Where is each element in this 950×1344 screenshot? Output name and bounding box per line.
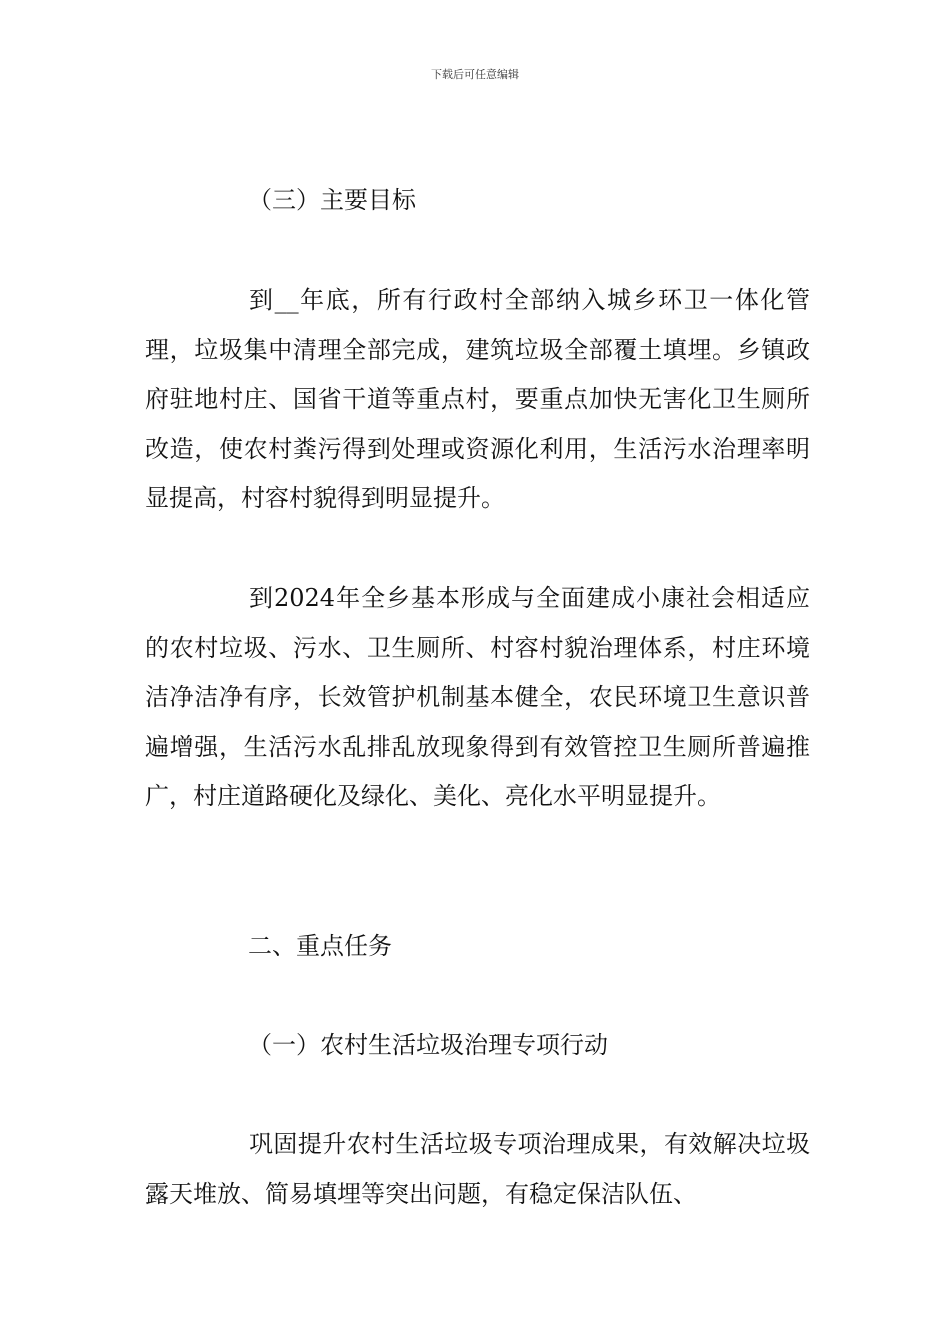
header-note: 下载后可任意编辑 [431, 68, 519, 81]
heading-subtask-1: （一）农村生活垃圾治理专项行动 [248, 1031, 608, 1059]
heading-main-goals: （三）主要目标 [248, 186, 416, 214]
paragraph-2: 到2024年全乡基本形成与全面建成小康社会相适应的农村垃圾、污水、卫生厕所、村容村貌治理体系，村庄环境洁净洁净有序，长效管护机制基本健全，农民环境卫生意识普遍增强，生活污水乱排乱放现象得到有效管控卫生厕所普遍推广，村庄道路硬化及绿化、美化、亮化水平明显提升。 [145, 584, 810, 810]
paragraph-1: 到__年底，所有行政村全部纳入城乡环卫一体化管理，垃圾集中清理全部完成，建筑垃圾全部覆土填埋。乡镇政府驻地村庄、国省干道等重点村，要重点加快无害化卫生厕所改造，使农村粪污得到处理或资源化利用，生活污水治理率明显提高，村容村貌得到明显提升。 [145, 286, 810, 512]
paragraph-3: 巩固提升农村生活垃圾专项治理成果，有效解决垃圾露天堆放、简易填埋等突出问题，有稳定保洁队伍、 [145, 1130, 810, 1208]
heading-key-tasks: 二、重点任务 [248, 932, 392, 960]
